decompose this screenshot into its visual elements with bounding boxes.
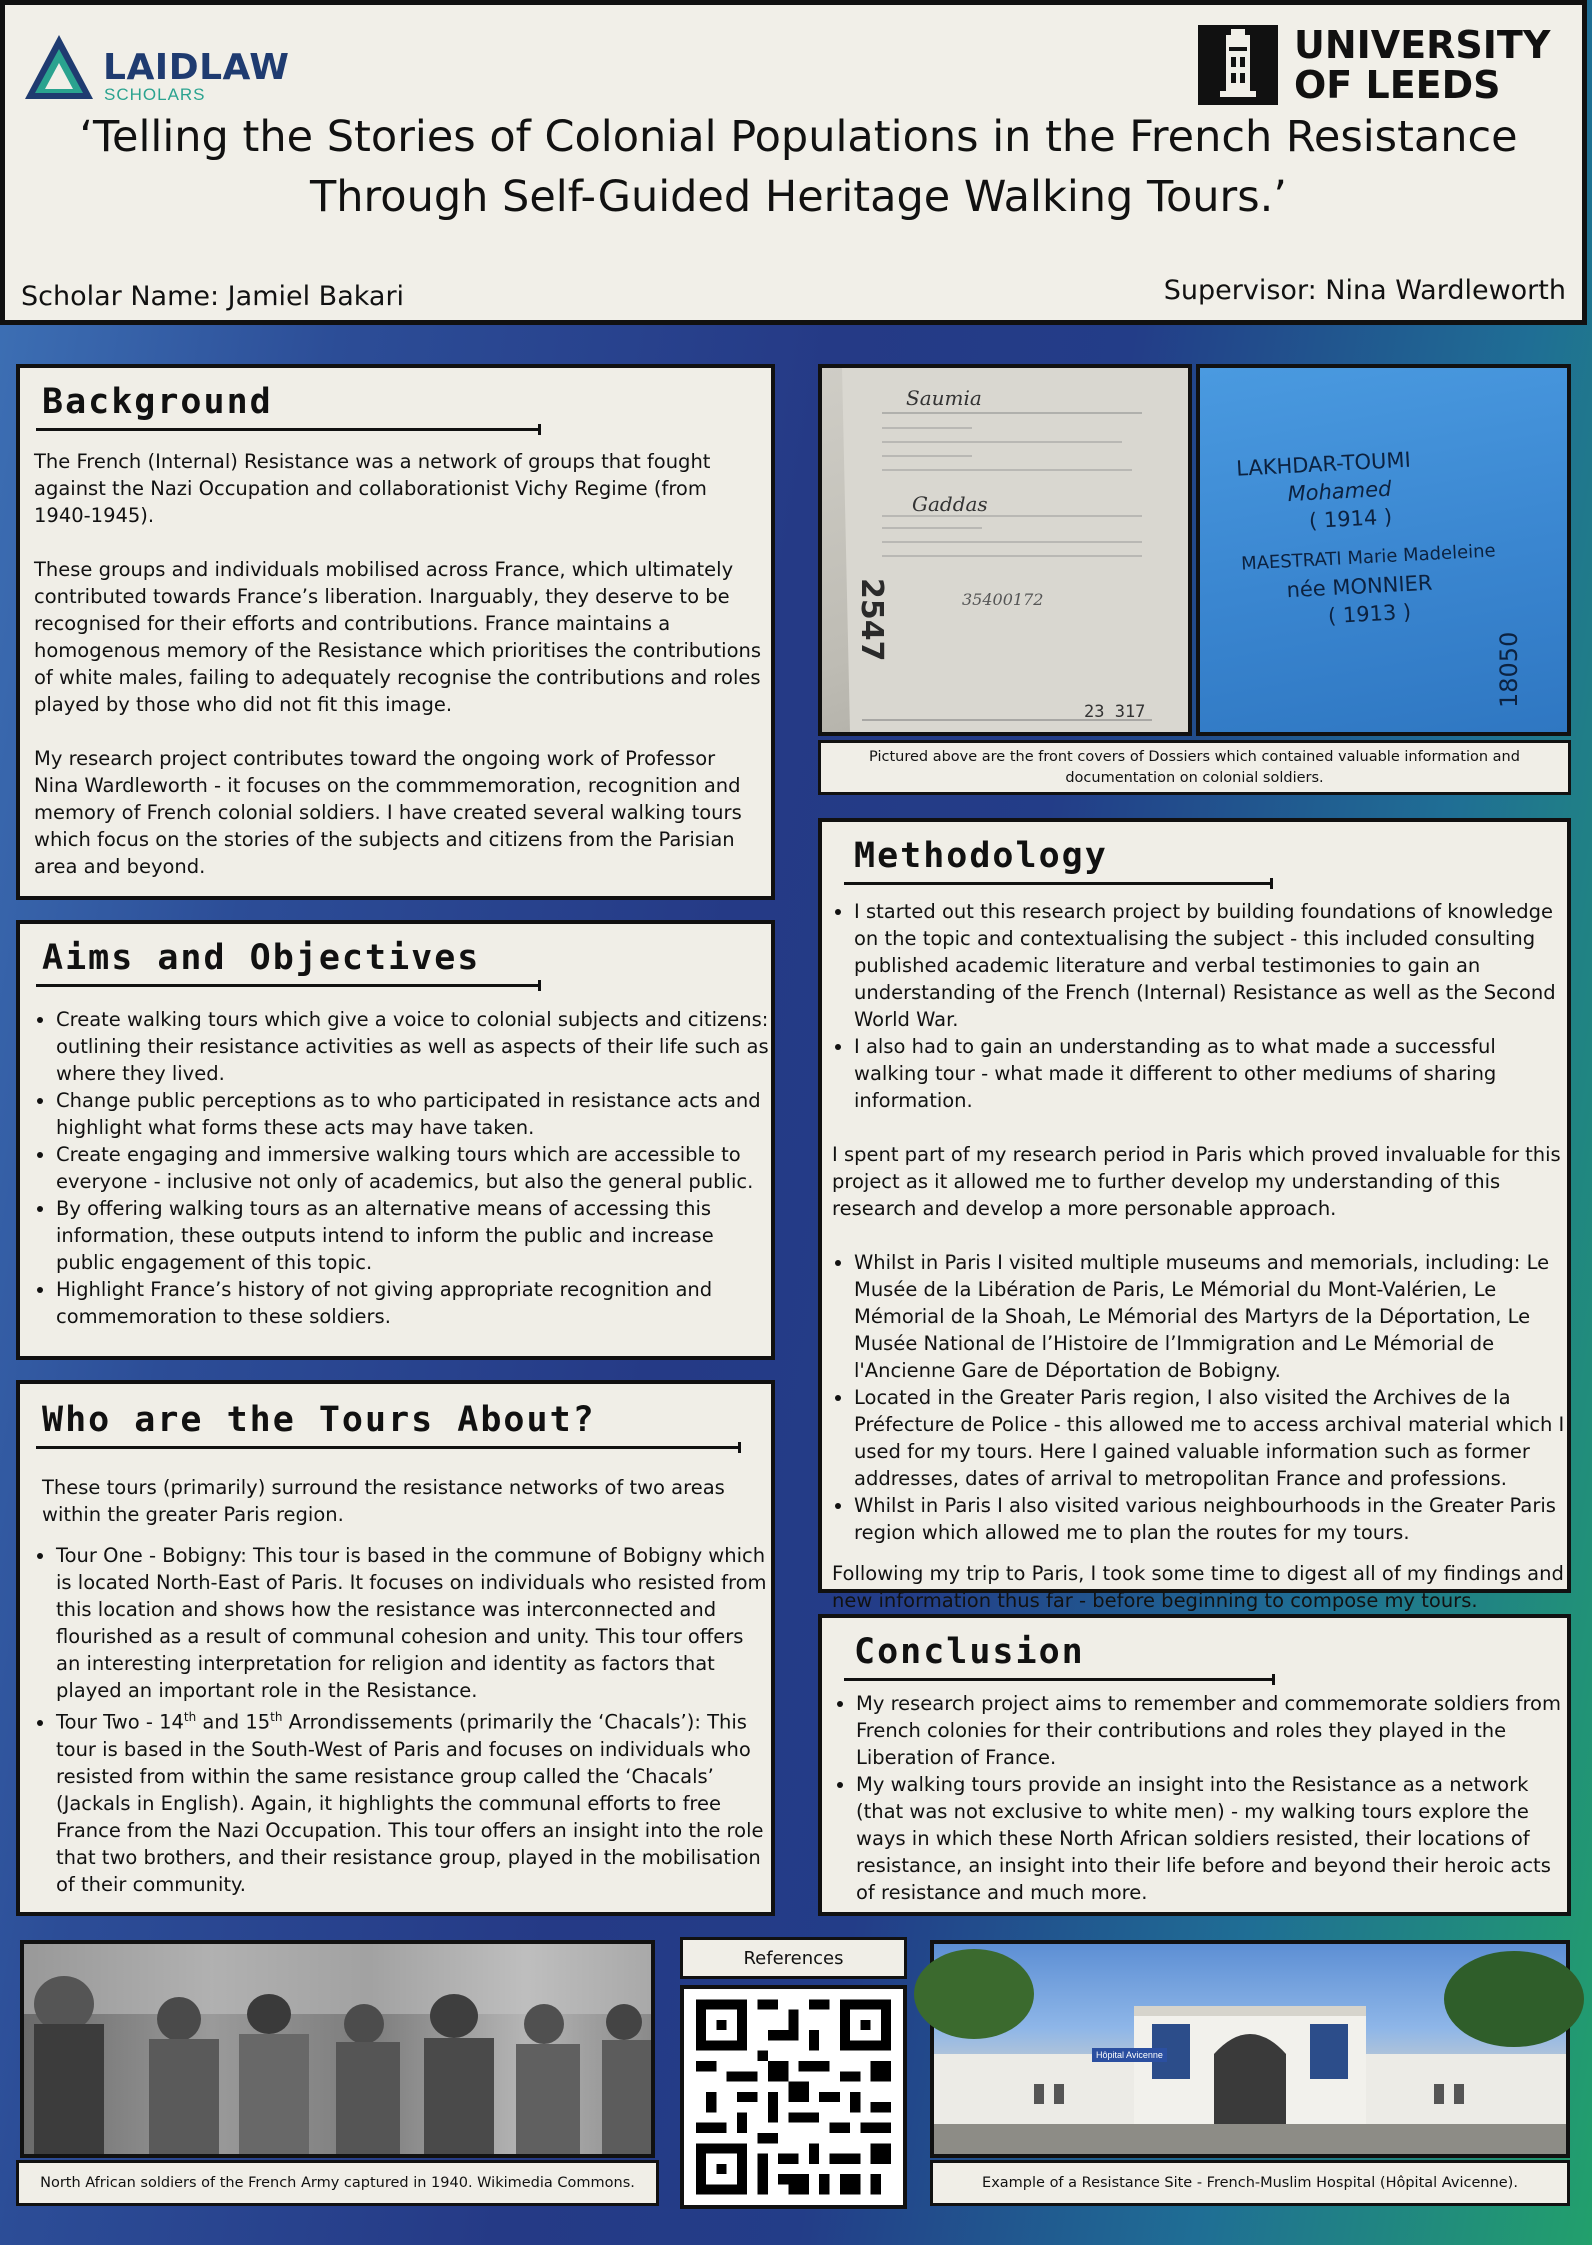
hospital-photo	[930, 1940, 1570, 2158]
tour2-text-a: Tour Two - 14	[56, 1710, 184, 1734]
leeds-line-2: OF LEEDS	[1294, 63, 1501, 107]
list-item: • Create walking tours which give a voice to colonial subjects and citizens: outlining their resistance activities as well as aspects of their life such as where they lived.	[56, 1006, 769, 1087]
heading-rule	[36, 428, 540, 431]
list-item: • Tour One - Bobigny: This tour is based in the commune of Bobigny which is located North-East of Paris. It focuses on individuals who resisted from this location and shows how the resistance was interconnected and flourished as a result of communal cohesion and unity. This tour offers an interesting interpretation for religion and identity as factors that played an important role in the Resistance.	[56, 1542, 769, 1704]
list-item: • Create engaging and immersive walking tours which are accessible to everyone - inclusive not only of academics, but also the general public.	[56, 1141, 769, 1195]
references-qr-code[interactable]	[680, 1985, 907, 2209]
dossier-name-1: Saumia	[906, 386, 982, 410]
soldiers-image	[24, 1944, 651, 2154]
list-item: • Highlight France’s history of not giving appropriate recognition and commemoration to these soldiers.	[56, 1276, 769, 1330]
dossier-right-number-graphic	[1495, 578, 1559, 718]
list-item: • Change public perceptions as to who participated in resistance acts and highlight what forms these acts may have taken.	[56, 1087, 769, 1141]
hospital-image	[934, 1944, 1566, 2154]
tour2-sup-2: th	[270, 1710, 283, 1724]
tours-list	[34, 1542, 769, 1898]
laidlaw-triangle-icon	[23, 33, 95, 103]
tour2-text-c: Arrondissements (primarily the ‘Chacals’): This tour is based in the South-West of Paris and focuses on individuals who resisted from within the same resistance group called the ‘Chacals’ (Jackals in English). Again, it highlights the communal efforts to free France from the Nazi Occupation. This tour offers an insight into the role that two brothers, and their resistance group, played in the mobilisation of their community.	[56, 1710, 764, 1896]
methodology-list-1	[832, 898, 1567, 1114]
qr-code-icon	[684, 1989, 903, 2205]
dossier-right-line-6: ( 1913 )	[1327, 599, 1412, 629]
dossier-number: 2547	[854, 578, 889, 662]
tours-body	[34, 1474, 769, 1898]
poster-header	[0, 0, 1587, 325]
dossier-cover-left-image	[822, 368, 1188, 732]
tours-intro: These tours (primarily) surround the resistance networks of two areas within the greater Paris region.	[42, 1476, 725, 1526]
list-item: • My walking tours provide an insight into the Resistance as a network (that was not exclusive to white men) - my walking tours explore the ways in which these North African soldiers resisted, their locations of resistance, an insight into their life before and beyond their heroic acts of resistance and much more.	[856, 1771, 1569, 1906]
tour2-sup-1: th	[183, 1710, 197, 1724]
dossier-right-number: 18050	[1495, 631, 1523, 708]
background-body	[34, 448, 764, 907]
hospital-caption: Example of a Resistance Site - French-Muslim Hospital (Hôpital Avicenne).	[930, 2160, 1570, 2206]
methodology-paragraph: I spent part of my research period in Paris which proved invaluable for this project as it allowed me to further develop my understanding of this research and develop a more personable approach.	[832, 1143, 1561, 1220]
leeds-wordmark	[1294, 25, 1550, 105]
leeds-logo	[1198, 25, 1568, 105]
tours-heading: Who are the Tours About?	[42, 1400, 596, 1440]
references-label: References	[680, 1937, 907, 1979]
heading-rule	[844, 1678, 1274, 1681]
list-item	[56, 1704, 769, 1898]
poster-title	[5, 107, 1592, 227]
aims-heading: Aims and Objectives	[42, 938, 481, 978]
list-item: • Located in the Greater Paris region, I also visited the Archives de la Préfecture de Police - this allowed me to access archival material which I used for my tours. Here I gained valuable information such as former addresses, dates of arrival to metropolitan France and professions.	[854, 1384, 1567, 1492]
methodology-list-2	[832, 1249, 1567, 1546]
scholar-name: Scholar Name: Jamiel Bakari	[21, 281, 405, 312]
laidlaw-subtitle: SCHOLARS	[104, 85, 206, 104]
hospital-sign: Hôpital Avicenne	[1092, 2048, 1167, 2062]
heading-rule	[36, 1446, 740, 1449]
leeds-tower-icon	[1198, 25, 1278, 105]
conclusion-list	[834, 1690, 1569, 1906]
tours-panel	[16, 1380, 775, 1916]
heading-rule	[844, 882, 1272, 885]
conclusion-panel	[818, 1614, 1571, 1916]
list-item: • By offering walking tours as an alternative means of accessing this information, these outputs intend to inform the public and increase public engagement of this topic.	[56, 1195, 769, 1276]
leeds-line-1: UNIVERSITY	[1294, 23, 1551, 67]
background-panel	[16, 364, 775, 900]
tour2-text-b: and 15	[196, 1710, 271, 1734]
dossier-right-line-4: MAESTRATI Marie Madeleine	[1240, 540, 1497, 575]
soldiers-photo	[20, 1940, 655, 2158]
list-item: • Whilst in Paris I also visited various neighbourhoods in the Greater Paris region which allowed me to plan the routes for my tours.	[854, 1492, 1567, 1546]
dossier-stamp: 23 317	[1084, 702, 1146, 722]
dossier-name-2: Gaddas	[912, 492, 988, 516]
aims-panel	[16, 920, 775, 1360]
dossier-right-line-5: née MONNIER	[1285, 570, 1434, 603]
dossier-right-line-1: LAKHDAR-TOUMI	[1235, 447, 1412, 481]
methodology-final: Following my trip to Paris, I took some time to digest all of my findings and new information thus far - before beginning to compose my tours.	[832, 1562, 1564, 1612]
title-line-1: ‘Telling the Stories of Colonial Populations in the French Resistance	[79, 112, 1518, 162]
supervisor-name: Supervisor: Nina Wardleworth	[1163, 275, 1566, 306]
conclusion-body	[834, 1690, 1569, 1906]
dossier-photo-left	[818, 364, 1192, 736]
dossier-handwriting	[1235, 441, 1499, 634]
title-line-2: Through Self-Guided Heritage Walking Tours.’	[310, 172, 1287, 222]
methodology-panel	[818, 818, 1571, 1612]
conclusion-heading: Conclusion	[854, 1632, 1085, 1672]
dossier-ref: 35400172	[962, 590, 1044, 609]
methodology-body	[832, 898, 1567, 1641]
laidlaw-logo	[23, 33, 290, 104]
list-item: • Whilst in Paris I visited multiple museums and memorials, including: Le Musée de la Libération de Paris, Le Mémorial du Mont-Valérien, Le Mémorial de la Shoah, Le Mémorial des Martyrs de la Déportation, Le Musée National de l’Histoire de l’Immigration and Le Mémorial de l'Ancienne Gare de Déportation de Bobigny.	[854, 1249, 1567, 1384]
list-item: • I also had to gain an understanding as to what made a successful walking tour - what made it different to other mediums of sharing information.	[854, 1033, 1567, 1114]
list-item: • I started out this research project by building foundations of knowledge on the topic and contextualising the subject - this included consulting published academic literature and verbal testimonies to gain an understanding of the French (Internal) Resistance as well as the Second World War.	[854, 898, 1567, 1033]
soldiers-caption: North African soldiers of the French Army captured in 1940. Wikimedia Commons.	[16, 2160, 659, 2206]
background-paragraph-2: These groups and individuals mobilised across France, which ultimately contributed towards France’s liberation. Inarguably, they deserve to be recognised for their efforts and contributions. France maintains a homogenous memory of the Resistance which prioritises the contributions of white males, failing to adequately recognise the contributions and roles played by those who did not fit this image.	[34, 558, 762, 716]
aims-list	[34, 1006, 769, 1330]
dossier-right-line-2: Mohamed	[1286, 476, 1392, 507]
dossiers-caption: Pictured above are the front covers of Dossiers which contained valuable information and documentation on colonial soldiers.	[818, 740, 1571, 795]
laidlaw-wordmark: LAIDLAW	[103, 47, 290, 88]
dossier-photo-right	[1196, 364, 1571, 736]
dossier-right-line-3: ( 1914 )	[1308, 504, 1393, 534]
heading-rule	[36, 984, 540, 987]
list-item: • My research project aims to remember and commemorate soldiers from French colonies for their contributions and roles they played in the Liberation of France.	[856, 1690, 1569, 1771]
background-paragraph-3: My research project contributes toward the ongoing work of Professor Nina Wardleworth - it focuses on the commmemoration, recognition and memory of French colonial soldiers. I have created several walking tours which focus on the stories of the subjects and citizens from the Parisian area and beyond.	[34, 747, 742, 878]
background-paragraph-1: The French (Internal) Resistance was a network of groups that fought against the Nazi Occupation and collaborationist Vichy Regime (from 1940-1945).	[34, 450, 711, 527]
aims-body	[34, 1006, 769, 1330]
background-heading: Background	[42, 382, 273, 422]
methodology-heading: Methodology	[854, 836, 1108, 876]
